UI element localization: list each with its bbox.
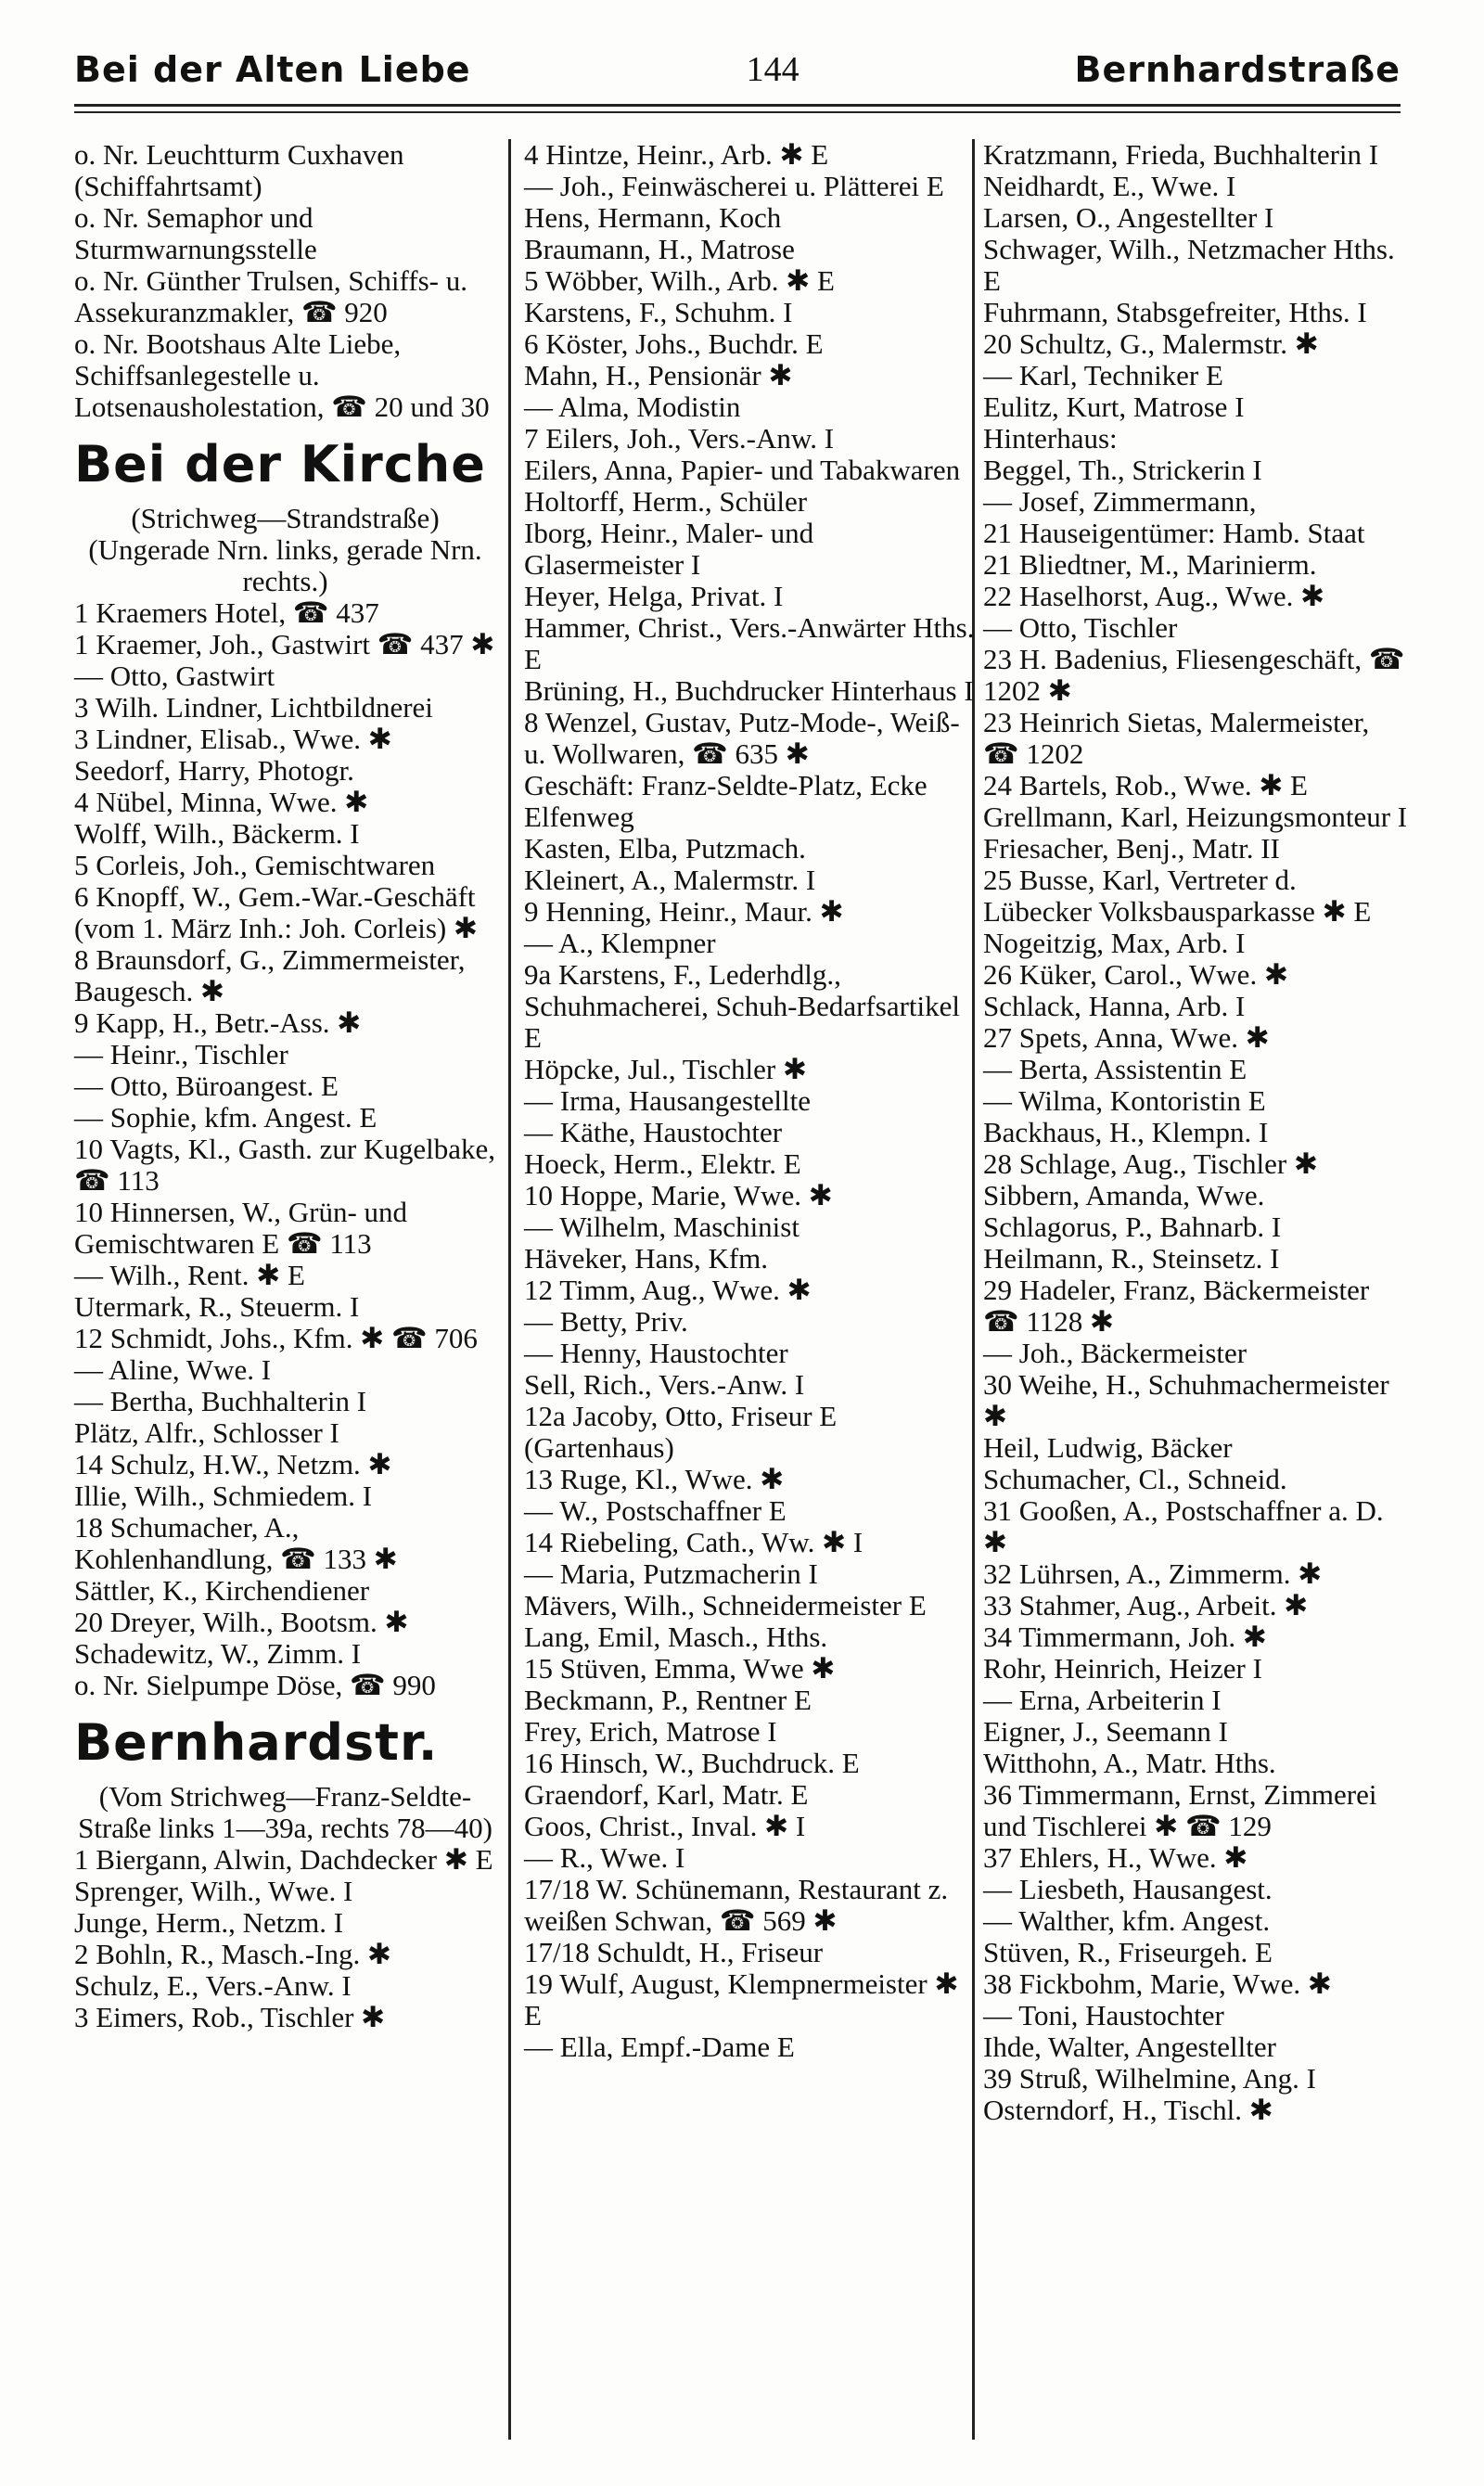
directory-entry: 3 Lindner, Elisab., Wwe. ✱: [74, 723, 392, 755]
directory-entry: 33 Stahmer, Aug., Arbeit. ✱: [983, 1589, 1309, 1621]
directory-entry: Eilers, Anna, Papier- und Tabakwaren: [524, 454, 961, 486]
directory-entry: 3 Eimers, Rob., Tischler ✱: [74, 2001, 386, 2033]
directory-entry: — Heinr., Tischler: [74, 1038, 288, 1070]
directory-entry: 1 Kraemers Hotel, ☎ 437: [74, 596, 379, 629]
directory-entry: Hinterhaus:: [983, 422, 1118, 455]
directory-entry: — Wilma, Kontoristin E: [983, 1084, 1266, 1117]
directory-entry: — Aline, Wwe. I: [74, 1353, 272, 1386]
directory-entry: Schulz, E., Vers.-Anw. I: [74, 1969, 352, 2002]
directory-entry: — Liesbeth, Hausangest.: [983, 1873, 1273, 1905]
directory-entry: Ihde, Walter, Angestellter: [983, 2031, 1276, 2063]
directory-entry: Schumacher, Cl., Schneid.: [983, 1463, 1287, 1495]
page-header: [74, 37, 1401, 102]
directory-entry: Kleinert, A., Malermstr. I: [524, 864, 816, 896]
directory-entry: 23 Heinrich Sietas, Malermeister, ☎ 1202: [983, 706, 1370, 770]
directory-entry: Heyer, Helga, Privat. I: [524, 580, 784, 612]
directory-entry: 12 Schmidt, Johs., Kfm. ✱ ☎ 706: [74, 1322, 478, 1354]
directory-entry: Mahn, H., Pensionär ✱: [524, 359, 793, 391]
directory-entry: 10 Vagts, Kl., Gasth. zur Kugelbake, ☎ 113: [74, 1133, 496, 1197]
directory-entry: 13 Ruge, Kl., Wwe. ✱: [524, 1463, 785, 1495]
directory-entry: 5 Corleis, Joh., Gemischtwaren: [74, 849, 436, 881]
directory-entry: o. Nr. Günther Trulsen, Schiffs- u. Assekuranzmakler, ☎ 920: [74, 264, 467, 328]
directory-entry: — Otto, Gastwirt: [74, 660, 275, 692]
directory-entry: Karstens, F., Schuhm. I: [524, 296, 793, 328]
directory-entry: Backhaus, H., Klempn. I: [983, 1116, 1269, 1148]
directory-entry: 39 Struß, Wilhelmine, Ang. I: [983, 2062, 1316, 2095]
directory-entry: 27 Spets, Anna, Wwe. ✱: [983, 1021, 1270, 1054]
directory-entry: — Joh., Feinwäscherei u. Plätterei E: [524, 170, 944, 202]
directory-entry: — Wilhelm, Maschinist: [524, 1211, 800, 1243]
directory-entry: — Alma, Modistin: [524, 391, 741, 423]
directory-entry: Kasten, Elba, Putzmach.: [524, 832, 806, 865]
directory-entry: 23 H. Badenius, Fliesengeschäft, ☎ 1202 ✱: [983, 643, 1405, 707]
column-1: [74, 139, 496, 2033]
directory-entry: 14 Riebeling, Cath., Ww. ✱ I: [524, 1526, 864, 1558]
column-2: [524, 139, 979, 2063]
directory-entry: Kratzmann, Frieda, Buchhalterin I: [983, 138, 1379, 171]
directory-entry: 20 Dreyer, Wilh., Bootsm. ✱: [74, 1606, 409, 1638]
directory-entry: 21 Bliedtner, M., Marinierm.: [983, 548, 1317, 581]
directory-entry: Goos, Christ., Inval. ✱ I: [524, 1810, 806, 1842]
directory-entry: Frey, Erich, Matrose I: [524, 1715, 777, 1748]
directory-entry: — Henny, Haustochter: [524, 1337, 788, 1369]
section-note: (Strichweg—Strandstraße) (Ungerade Nrn. links, gerade Nrn. rechts.): [88, 502, 482, 597]
directory-entry: Rohr, Heinrich, Heizer I: [983, 1652, 1262, 1685]
directory-entry: Witthohn, A., Matr. Hths.: [983, 1747, 1276, 1779]
directory-entry: Sell, Rich., Vers.-Anw. I: [524, 1368, 805, 1401]
header-left-street: Bei der Alten Liebe: [74, 49, 471, 90]
directory-entry: Nogeitzig, Max, Arb. I: [983, 927, 1246, 959]
directory-entry: 9a Karstens, F., Lederhdlg., Schuhmacherei, Schuh-Bedarfsartikel E: [524, 958, 960, 1054]
directory-entry: — Käthe, Haustochter: [524, 1116, 783, 1148]
directory-entry: Schwager, Wilh., Netzmacher Hths. E: [983, 233, 1395, 297]
directory-entry: Larsen, O., Angestellter I: [983, 201, 1274, 234]
directory-entry: 10 Hoppe, Marie, Wwe. ✱: [524, 1179, 833, 1211]
directory-entry: Iborg, Heinr., Maler- und Glasermeister I: [524, 517, 814, 581]
directory-entry: 9 Kapp, H., Betr.-Ass. ✱: [74, 1006, 362, 1039]
directory-entry: Junge, Herm., Netzm. I: [74, 1906, 344, 1939]
directory-entry: 34 Timmermann, Joh. ✱: [983, 1621, 1267, 1653]
section-heading: Bei der Kirche: [74, 435, 486, 493]
directory-entry: 28 Schlage, Aug., Tischler ✱: [983, 1147, 1318, 1180]
directory-entry: 12 Timm, Aug., Wwe. ✱: [524, 1274, 812, 1306]
directory-entry: — Erna, Arbeiterin I: [983, 1684, 1222, 1716]
directory-entry: — Betty, Priv.: [524, 1305, 688, 1338]
directory-entry: 26 Küker, Carol., Wwe. ✱: [983, 958, 1288, 991]
directory-entry: Wolff, Wilh., Bäckerm. I: [74, 817, 360, 850]
directory-entry: 14 Schulz, H.W., Netzm. ✱: [74, 1448, 392, 1480]
directory-entry: 12a Jacoby, Otto, Friseur E (Gartenhaus): [524, 1400, 838, 1464]
directory-entry: Utermark, R., Steuerm. I: [74, 1290, 360, 1323]
directory-entry: — R., Wwe. I: [524, 1841, 685, 1874]
directory-entry: Neidhardt, E., Wwe. I: [983, 170, 1236, 202]
directory-entry: Graendorf, Karl, Matr. E: [524, 1778, 809, 1811]
directory-entry: Schadewitz, W., Zimm. I: [74, 1637, 362, 1670]
header-rule-bottom: [74, 111, 1401, 113]
directory-entry: Osterndorf, H., Tischl. ✱: [983, 2094, 1273, 2126]
directory-entry: — Berta, Assistentin E: [983, 1053, 1247, 1085]
directory-entry: 24 Bartels, Rob., Wwe. ✱ E: [983, 769, 1308, 801]
directory-entry: Hens, Hermann, Koch: [524, 201, 782, 234]
directory-entry: — A., Klempner: [524, 927, 716, 959]
directory-entry: 31 Gooßen, A., Postschaffner a. D. ✱: [983, 1494, 1384, 1558]
directory-entry: Eulitz, Kurt, Matrose I: [983, 391, 1245, 423]
directory-entry: — Karl, Techniker E: [983, 359, 1223, 391]
directory-entry: o. Nr. Sielpumpe Döse, ☎ 990: [74, 1669, 436, 1701]
directory-entry: 20 Schultz, G., Malermstr. ✱: [983, 327, 1319, 360]
directory-entry: — Otto, Tischler: [983, 611, 1178, 644]
directory-entry: 37 Ehlers, H., Wwe. ✱: [983, 1841, 1248, 1874]
directory-entry: 6 Köster, Johs., Buchdr. E: [524, 327, 824, 360]
directory-entry: 22 Haselhorst, Aug., Wwe. ✱: [983, 580, 1325, 612]
directory-entry: Geschäft: Franz-Seldte-Platz, Ecke Elfenweg: [524, 769, 928, 833]
directory-entry: 9 Henning, Heinr., Maur. ✱: [524, 895, 844, 928]
directory-entry: Hoeck, Herm., Elektr. E: [524, 1147, 801, 1180]
directory-entry: 3 Wilh. Lindner, Lichtbildnerei: [74, 691, 433, 724]
directory-entry: 36 Timmermann, Ernst, Zimmerei und Tischlerei ✱ ☎ 129: [983, 1778, 1377, 1842]
directory-entry: 18 Schumacher, A., Kohlenhandlung, ☎ 133 ✱: [74, 1511, 398, 1575]
directory-entry: 8 Braunsdorf, G., Zimmermeister, Baugesch. ✱: [74, 943, 466, 1007]
directory-entry: Grellmann, Karl, Heizungsmonteur I: [983, 801, 1408, 833]
directory-entry: 5 Wöbber, Wilh., Arb. ✱ E: [524, 264, 835, 297]
directory-entry: Friesacher, Benj., Matr. II: [983, 832, 1280, 865]
directory-entry: 30 Weihe, H., Schuhmachermeister ✱: [983, 1368, 1389, 1432]
directory-entry: Sättler, K., Kirchendiener: [74, 1574, 370, 1607]
directory-entry: Schlack, Hanna, Arb. I: [983, 990, 1246, 1022]
directory-entry: Seedorf, Harry, Photogr.: [74, 754, 354, 787]
directory-entry: 17/18 Schuldt, H., Friseur: [524, 1936, 824, 1968]
directory-entry: 17/18 W. Schünemann, Restaurant z. weißen Schwan, ☎ 569 ✱: [524, 1873, 949, 1937]
directory-entry: o. Nr. Bootshaus Alte Liebe, Schiffsanlegestelle u. Lotsenausholestation, ☎ 20 und 30: [74, 327, 490, 423]
directory-entry: — Otto, Büroangest. E: [74, 1070, 339, 1102]
directory-entry: 29 Hadeler, Franz, Bäckermeister ☎ 1128 ✱: [983, 1274, 1370, 1338]
directory-entry: — Maria, Putzmacherin I: [524, 1557, 818, 1590]
directory-entry: 1 Kraemer, Joh., Gastwirt ☎ 437 ✱: [74, 628, 495, 660]
directory-entry: Illie, Wilh., Schmiedem. I: [74, 1480, 373, 1512]
directory-entry: 4 Nübel, Minna, Wwe. ✱: [74, 786, 369, 818]
directory-entry: — W., Postschaffner E: [524, 1494, 787, 1527]
directory-entry: 25 Busse, Karl, Vertreter d. Lübecker Volksbausparkasse ✱ E: [983, 864, 1372, 928]
directory-entry: 16 Hinsch, W., Buchdruck. E: [524, 1747, 860, 1779]
directory-entry: Sibbern, Amanda, Wwe.: [983, 1179, 1265, 1211]
header-right-street: Bernhardstraße: [1074, 49, 1401, 90]
column-divider-1: [508, 139, 511, 2440]
directory-entry: — Irma, Hausangestellte: [524, 1084, 812, 1117]
directory-entry: o. Nr. Leuchtturm Cuxhaven (Schiffahrtsamt): [74, 138, 404, 202]
directory-entry: Sprenger, Wilh., Wwe. I: [74, 1875, 353, 1907]
directory-entry: Plätz, Alfr., Schlosser I: [74, 1416, 339, 1449]
directory-entry: 6 Knopff, W., Gem.-War.-Geschäft (vom 1. März Inh.: Joh. Corleis) ✱: [74, 880, 478, 944]
directory-entry: — Ella, Empf.-Dame E: [524, 2031, 795, 2063]
directory-entry: — Sophie, kfm. Angest. E: [74, 1101, 377, 1134]
directory-entry: Eigner, J., Seemann I: [983, 1715, 1228, 1748]
directory-entry: Holtorff, Herm., Schüler: [524, 485, 808, 518]
directory-entry: Häveker, Hans, Kfm.: [524, 1242, 769, 1275]
directory-entry: Heilmann, R., Steinsetz. I: [983, 1242, 1280, 1275]
directory-entry: Mävers, Wilh., Schneidermeister E: [524, 1589, 927, 1621]
directory-entry: 8 Wenzel, Gustav, Putz-Mode-, Weiß- u. Wollwaren, ☎ 635 ✱: [524, 706, 960, 770]
directory-entry: 4 Hintze, Heinr., Arb. ✱ E: [524, 138, 829, 171]
directory-entry: Beckmann, P., Rentner E: [524, 1684, 812, 1716]
directory-entry: 32 Lührsen, A., Zimmerm. ✱: [983, 1557, 1323, 1590]
directory-entry: — Josef, Zimmermann,: [983, 485, 1257, 518]
directory-entry: 19 Wulf, August, Klempnermeister ✱ E: [524, 1967, 959, 2031]
directory-entry: — Toni, Haustochter: [983, 1999, 1224, 2031]
directory-entry: o. Nr. Semaphor und Sturmwarnungsstelle: [74, 201, 317, 265]
header-rule-top: [74, 104, 1401, 107]
directory-entry: Beggel, Th., Strickerin I: [983, 454, 1262, 486]
column-3: [983, 139, 1410, 2126]
directory-entry: 21 Hauseigentümer: Hamb. Staat: [983, 517, 1365, 549]
directory-entry: Braumann, H., Matrose: [524, 233, 795, 265]
page-number: 144: [746, 50, 800, 89]
directory-entry: — Walther, kfm. Angest.: [983, 1904, 1271, 1937]
section-heading: Bernhardstr.: [74, 1713, 439, 1772]
directory-entry: — Joh., Bäckermeister: [983, 1337, 1247, 1369]
directory-entry: Heil, Ludwig, Bäcker: [983, 1431, 1233, 1464]
directory-entry: 38 Fickbohm, Marie, Wwe. ✱: [983, 1967, 1332, 2000]
directory-entry: 7 Eilers, Joh., Vers.-Anw. I: [524, 422, 835, 455]
directory-entry: Hammer, Christ., Vers.-Anwärter Hths. E: [524, 611, 975, 675]
directory-entry: 1 Biergann, Alwin, Dachdecker ✱ E: [74, 1843, 493, 1876]
directory-entry: Stüven, R., Friseurgeh. E: [983, 1936, 1273, 1968]
directory-entry: Höpcke, Jul., Tischler ✱: [524, 1053, 807, 1085]
directory-entry: Fuhrmann, Stabsgefreiter, Hths. I: [983, 296, 1367, 328]
directory-entry: Schlagorus, P., Bahnarb. I: [983, 1211, 1282, 1243]
directory-entry: 15 Stüven, Emma, Wwe ✱: [524, 1652, 836, 1685]
directory-entry: — Bertha, Buchhalterin I: [74, 1385, 367, 1417]
directory-entry: Lang, Emil, Masch., Hths.: [524, 1621, 828, 1653]
directory-entry: — Wilh., Rent. ✱ E: [74, 1259, 305, 1291]
section-note: (Vom Strichweg—Franz-Seldte-Straße links 1—39a, rechts 78—40): [78, 1780, 493, 1844]
directory-entry: 2 Bohln, R., Masch.-Ing. ✱: [74, 1938, 391, 1970]
directory-entry: 10 Hinnersen, W., Grün- und Gemischtwaren E ☎ 113: [74, 1196, 408, 1260]
directory-entry: Brüning, H., Buchdrucker Hinterhaus I: [524, 674, 974, 707]
